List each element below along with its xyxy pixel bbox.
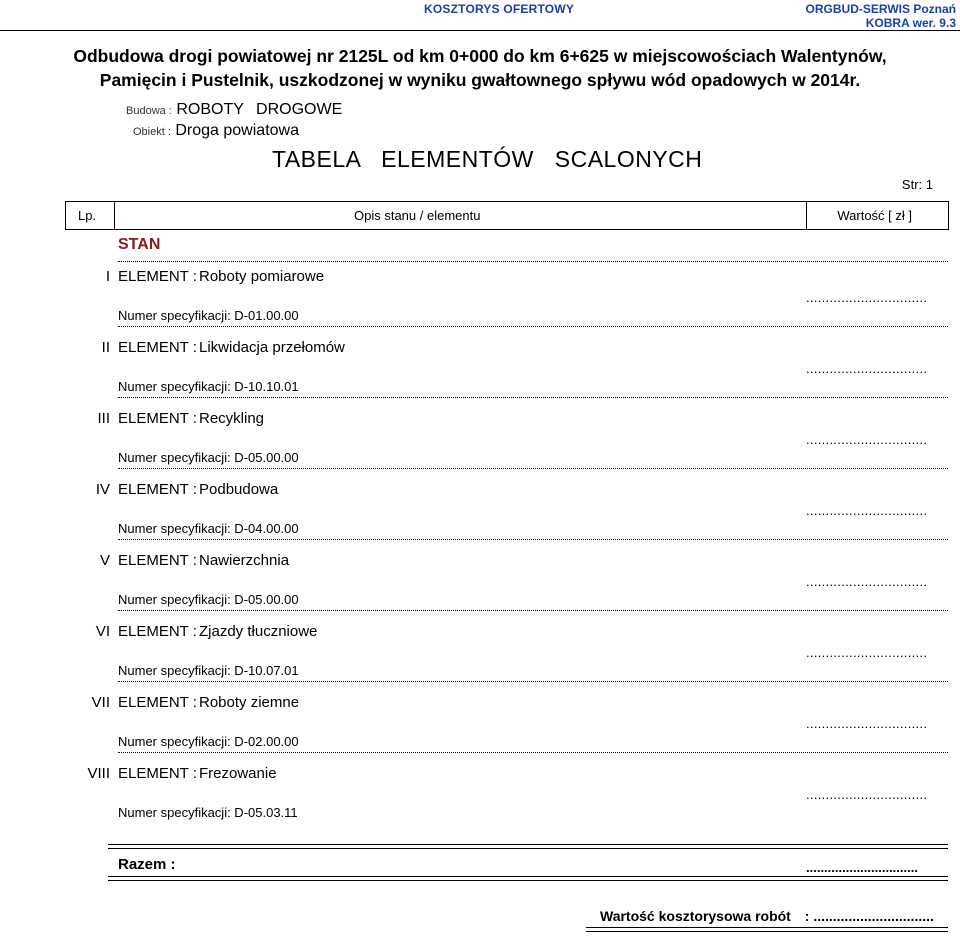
row-divider [118, 610, 948, 611]
column-divider [806, 202, 807, 229]
obiekt-value: Droga powiatowa [175, 122, 299, 139]
element-value: ............................... [806, 432, 928, 447]
column-lp: Lp. [78, 208, 97, 223]
version-label: KOBRA wer. 9.3 [865, 16, 956, 30]
total-divider [586, 927, 948, 932]
column-divider [114, 202, 115, 229]
total-row [600, 908, 934, 924]
budowa-value: ROBOTY DROGOWE [176, 101, 343, 118]
vendor-name: ORGBUD-SERWIS Poznań [805, 2, 956, 16]
element-number: II [101, 339, 110, 356]
element-number: I [105, 268, 110, 285]
section-stan: STAN [118, 236, 161, 253]
total-colon: : [804, 908, 810, 924]
razem-value: ............................... [806, 860, 918, 875]
element-spec: Numer specyfikacji: D-10.10.01 [118, 379, 299, 394]
element-label: ELEMENT : [118, 268, 197, 285]
element-value: ............................... [806, 503, 928, 518]
column-header-row [65, 201, 949, 230]
element-spec: Numer specyfikacji: D-05.00.00 [118, 450, 299, 465]
element-number: VII [91, 694, 110, 711]
row-divider [118, 539, 948, 540]
element-name: Zjazdy tłuczniowe [199, 623, 318, 640]
element-label: ELEMENT : [118, 339, 197, 356]
element-value: ............................... [806, 290, 928, 305]
page-number: Str: 1 [901, 177, 933, 192]
element-label: ELEMENT : [118, 623, 197, 640]
column-opis: Opis stanu / elementu [354, 208, 481, 223]
razem-divider [108, 876, 948, 881]
vendor-info [806, 2, 956, 30]
element-row [0, 268, 960, 338]
element-row [0, 765, 960, 835]
column-wartosc: Wartość [ zł ] [837, 208, 912, 223]
element-spec: Numer specyfikacji: D-01.00.00 [118, 308, 299, 323]
element-label: ELEMENT : [118, 694, 197, 711]
budowa-label: Budowa : [126, 105, 172, 117]
document-title: Odbudowa drogi powiatowej nr 2125L od km 0+000 do km 6+625 w miejscowościach Walentynów, Pamięcin i Pustelnik, uszkodzonej w wyniku gwałtownego spływu wód opadowych w 2014r. [73, 46, 887, 90]
row-divider [118, 468, 948, 469]
element-row [0, 481, 960, 551]
total-label: Wartość kosztorysowa robót [600, 908, 791, 924]
element-row [0, 623, 960, 693]
element-label: ELEMENT : [118, 765, 197, 782]
element-row [0, 410, 960, 480]
element-name: Roboty ziemne [199, 694, 300, 711]
element-spec: Numer specyfikacji: D-05.00.00 [118, 592, 299, 607]
header-divider [0, 30, 960, 31]
element-label: ELEMENT : [118, 552, 197, 569]
element-spec: Numer specyfikacji: D-02.00.00 [118, 734, 299, 749]
element-value: ............................... [806, 787, 928, 802]
element-value: ............................... [806, 574, 928, 589]
element-spec: Numer specyfikacji: D-05.03.11 [118, 805, 298, 820]
element-value: ............................... [806, 645, 928, 660]
row-divider [118, 326, 948, 327]
element-name: Frezowanie [199, 765, 277, 782]
table-title: TABELA ELEMENTÓW SCALONYCH [272, 146, 703, 172]
element-name: Roboty pomiarowe [199, 268, 325, 285]
app-title: KOSZTORYS OFERTOWY [424, 2, 575, 16]
row-divider [118, 681, 948, 682]
element-number: VIII [87, 765, 110, 782]
element-name: Podbudowa [199, 481, 279, 498]
element-value: ............................... [806, 716, 928, 731]
obiekt-row [133, 122, 299, 140]
element-row [0, 339, 960, 409]
element-number: IV [95, 481, 110, 498]
element-spec: Numer specyfikacji: D-04.00.00 [118, 521, 299, 536]
element-name: Nawierzchnia [199, 552, 290, 569]
element-number: III [97, 410, 110, 427]
element-row [0, 552, 960, 622]
total-value: ............................... [813, 908, 934, 924]
element-number: V [99, 552, 110, 569]
section-divider [118, 261, 948, 262]
budowa-row [126, 101, 342, 119]
row-divider [118, 752, 948, 753]
element-name: Likwidacja przełomów [199, 339, 345, 356]
element-value: ............................... [806, 361, 928, 376]
element-number: VI [95, 623, 110, 640]
element-label: ELEMENT : [118, 410, 197, 427]
razem-label: Razem : [118, 856, 176, 873]
element-spec: Numer specyfikacji: D-10.07.01 [118, 663, 299, 678]
element-name: Recykling [199, 410, 265, 427]
razem-divider [108, 844, 948, 849]
element-row [0, 694, 960, 764]
element-label: ELEMENT : [118, 481, 197, 498]
row-divider [118, 397, 948, 398]
obiekt-label: Obiekt : [133, 126, 171, 138]
